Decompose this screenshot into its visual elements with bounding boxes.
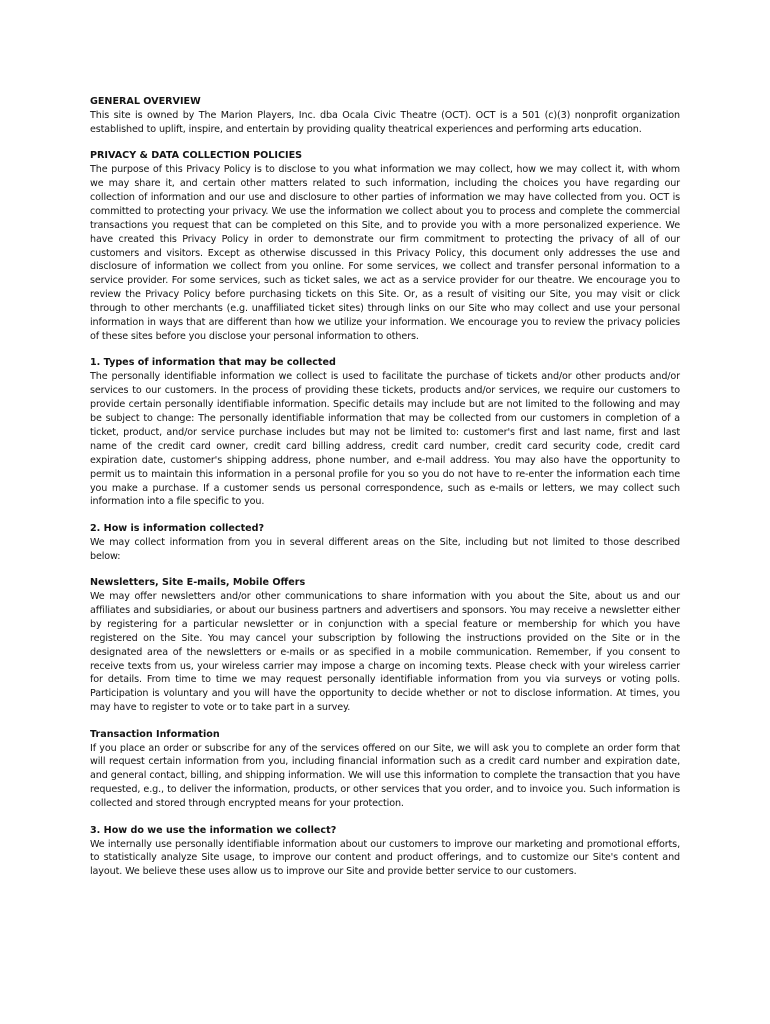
- section-heading: Newsletters, Site E-mails, Mobile Offers: [90, 577, 306, 589]
- section-body: If you place an order or subscribe for any of the services offered on our Site, we will ask you to complete an order form that will request certain information from you, including financial information such as a credit card number and expiration date, and general contact, billing, and shipping information. We will use this information to complete the transaction that you have requested, e.g., to deliver the information, products, or other services that you order, and to invoice you. Such information is collected and stored through encrypted means for your protection.: [90, 742, 680, 810]
- section-body: We may collect information from you in several different areas on the Site, including but not limited to those described below:: [90, 536, 680, 562]
- section-heading: 3. How do we use the information we collect?: [90, 824, 337, 836]
- section-newsletters: [90, 576, 680, 715]
- section-general-overview: [90, 95, 680, 137]
- section-privacy-data-collection: [90, 149, 680, 344]
- section-how-collected: [90, 522, 680, 564]
- section-heading: GENERAL OVERVIEW: [90, 96, 201, 107]
- section-heading: 2. How is information collected?: [90, 522, 265, 534]
- section-body: We may offer newsletters and/or other communications to share information with you about the Site, about us and our affiliates and subsidiaries, or about our business partners and advertisers and sponsors. You may receive a newsletter either by registering for a particular newsletter or in conjunction with a special feature or membership for which you have registered on the Site. You may cancel your subscription by following the instructions provided on the Site or in the designated area of the newsletters or e-mails or as specified in a mobile communication. Remember, if you consent to receive texts from us, your wireless carrier may impose a charge on incoming texts. Please check with your wireless carrier for details. From time to time we may request personally identifiable information from you via surveys or voting polls. Participation is voluntary and you will have the opportunity to decide whether or not to disclose information. At times, you may have to register to vote or to take part in a survey.: [90, 591, 680, 714]
- section-heading: Transaction Information: [90, 728, 220, 740]
- section-body: We internally use personally identifiable information about our customers to improve our marketing and promotional efforts, to statistically analyze Site usage, to improve our content and product offerings, and to customize our Site's content and layout. We believe these uses allow us to improve our Site and provide better service to our customers.: [90, 838, 680, 878]
- section-heading: 1. Types of information that may be collected: [90, 357, 336, 369]
- section-body: This site is owned by The Marion Players, Inc. dba Ocala Civic Theatre (OCT). OCT is a 501 (c)(3) nonprofit organization established to uplift, inspire, and entertain by providing quality theatrical experiences and performing arts education.: [90, 109, 680, 135]
- section-body: The purpose of this Privacy Policy is to disclose to you what information we may collect, how we may collect it, with whom we may share it, and certain other matters related to such information, including the choices you have regarding our collection of information and our use and disclosure to other parties of information we may have collected from you. OCT is committed to protecting your privacy. We use the information we collect about you to process and complete the commercial transactions you request that can be completed on this Site, and to provide you with a more personalized experience. We have created this Privacy Policy in order to demonstrate our firm commitment to protecting the privacy of all of our customers and visitors. Except as otherwise discussed in this Privacy Policy, this document only addresses the use and disclosure of information we collect from you online. For some services, we collect and transfer personal information to a service provider. For some services, such as ticket sales, we act as a service provider for our theatre. We encourage you to review the Privacy Policy before purchasing tickets on this Site. Or, as a result of visiting our Site, you may visit or click through to other merchants (e.g. unaffiliated ticket sites) through links on our Site who may collect and use your personal information in ways that are different than how we utilize your information. We encourage you to review the privacy policies of these sites before you disclose your personal information to others.: [90, 164, 680, 342]
- section-how-we-use: [90, 824, 680, 880]
- section-body: The personally identifiable information we collect is used to facilitate the purchase of tickets and/or other products and/or services to our customers. In the process of providing these tickets, products and/or services, we require our customers to provide certain personally identifiable information. Specific details may include but are not limited to the following and may be subject to change: The personally identifiable information that may be collected from our customers in completion of a ticket, product, and/or service purchase includes but may not be limited to: customer's first and last name, first and last name of the credit card owner, credit card billing address, credit card number, credit card security code, credit card expiration date, customer's shipping address, phone number, and e-mail address. You may also have the opportunity to permit us to maintain this information in a personal profile for you so you do not have to re-enter the information each time you make a purchase. If a customer sends us personal correspondence, such as e-mails or letters, we may collect such information into a file specific to you.: [90, 371, 680, 508]
- section-transaction-information: [90, 728, 680, 811]
- privacy-policy-document: [90, 95, 680, 892]
- section-heading: PRIVACY & DATA COLLECTION POLICIES: [90, 150, 303, 162]
- section-types-of-information: [90, 356, 680, 509]
